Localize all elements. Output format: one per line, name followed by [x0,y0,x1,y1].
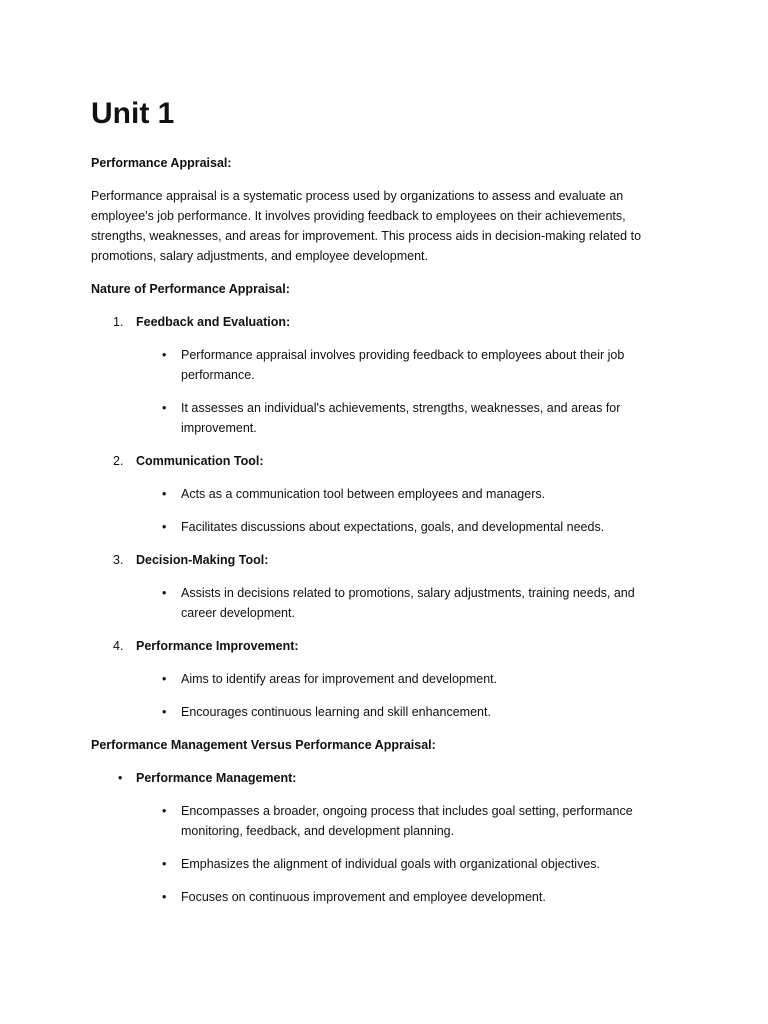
bullet-icon: • [162,890,167,904]
bullet-text: Performance appraisal involves providing feedback to employees about their job performance. [181,348,625,382]
bullet-item [136,345,651,385]
bullet-icon: • [162,487,167,501]
bullet-item [136,702,651,722]
bullet-item [136,517,651,537]
bullet-list [136,801,651,907]
numbered-item [91,312,651,438]
bullet-icon: • [162,705,167,719]
numbered-item [91,636,651,722]
bullet-text: It assesses an individual's achievements, strengths, weaknesses, and areas for improvement. [181,401,621,435]
bullet-item [136,484,651,504]
bullet-list [136,484,651,537]
numbered-item [91,550,651,623]
bullet-icon: • [162,520,167,534]
bullet-text: Focuses on continuous improvement and employee development. [181,890,546,904]
unit-title: Unit 1 [91,97,175,130]
item-title: Communication Tool: [136,454,264,468]
bullet-list [136,345,651,438]
bullet-item [136,887,651,907]
bullet-text: Encourages continuous learning and skill enhancement. [181,705,491,719]
item-title: Feedback and Evaluation: [136,315,291,329]
bullet-item [136,801,651,841]
bullet-text: Acts as a communication tool between employees and managers. [181,487,546,501]
item-title: Performance Improvement: [136,639,299,653]
comparison-item [91,768,651,907]
item-title: Decision-Making Tool: [136,553,269,567]
bullet-item [136,583,651,623]
bullet-text: Encompasses a broader, ongoing process that includes goal setting, performance monitoring, feedback, and development planning. [181,804,633,838]
bullet-item [136,854,651,874]
bullet-list [136,583,651,623]
section-heading-nature: Nature of Performance Appraisal: [91,282,290,296]
item-number: 2. [113,454,124,468]
bullet-text: Emphasizes the alignment of individual goals with organizational objectives. [181,857,600,871]
section-heading-management-vs-appraisal: Performance Management Versus Performance Appraisal: [91,738,436,752]
bullet-item [136,669,651,689]
bullet-icon: • [162,857,167,871]
bullet-icon: • [162,804,167,818]
bullet-icon: • [162,348,167,362]
numbered-item [91,451,651,537]
document-page [91,94,651,920]
bullet-icon: • [118,771,123,785]
bullet-icon: • [162,586,167,600]
nature-numbered-list [91,312,651,722]
bullet-icon: • [162,672,167,686]
comparison-list [91,768,651,907]
item-title: Performance Management: [136,771,297,785]
bullet-text: Aims to identify areas for improvement and development. [181,672,498,686]
bullet-text: Facilitates discussions about expectations, goals, and developmental needs. [181,520,605,534]
bullet-item [136,398,651,438]
section-heading-performance-appraisal: Performance Appraisal: [91,156,232,170]
bullet-text: Assists in decisions related to promotions, salary adjustments, training needs, and career development. [181,586,635,620]
item-number: 1. [113,315,124,329]
bullet-icon: • [162,401,167,415]
bullet-list [136,669,651,722]
definition-paragraph: Performance appraisal is a systematic process used by organizations to assess and evaluate an employee's job performance. It involves providing feedback to employees on their achievements, strengths, weaknesses, and areas for improvement. This process aids in decision-making related to promotions, salary adjustments, and employee development. [91,189,642,263]
item-number: 4. [113,639,124,653]
item-number: 3. [113,553,124,567]
